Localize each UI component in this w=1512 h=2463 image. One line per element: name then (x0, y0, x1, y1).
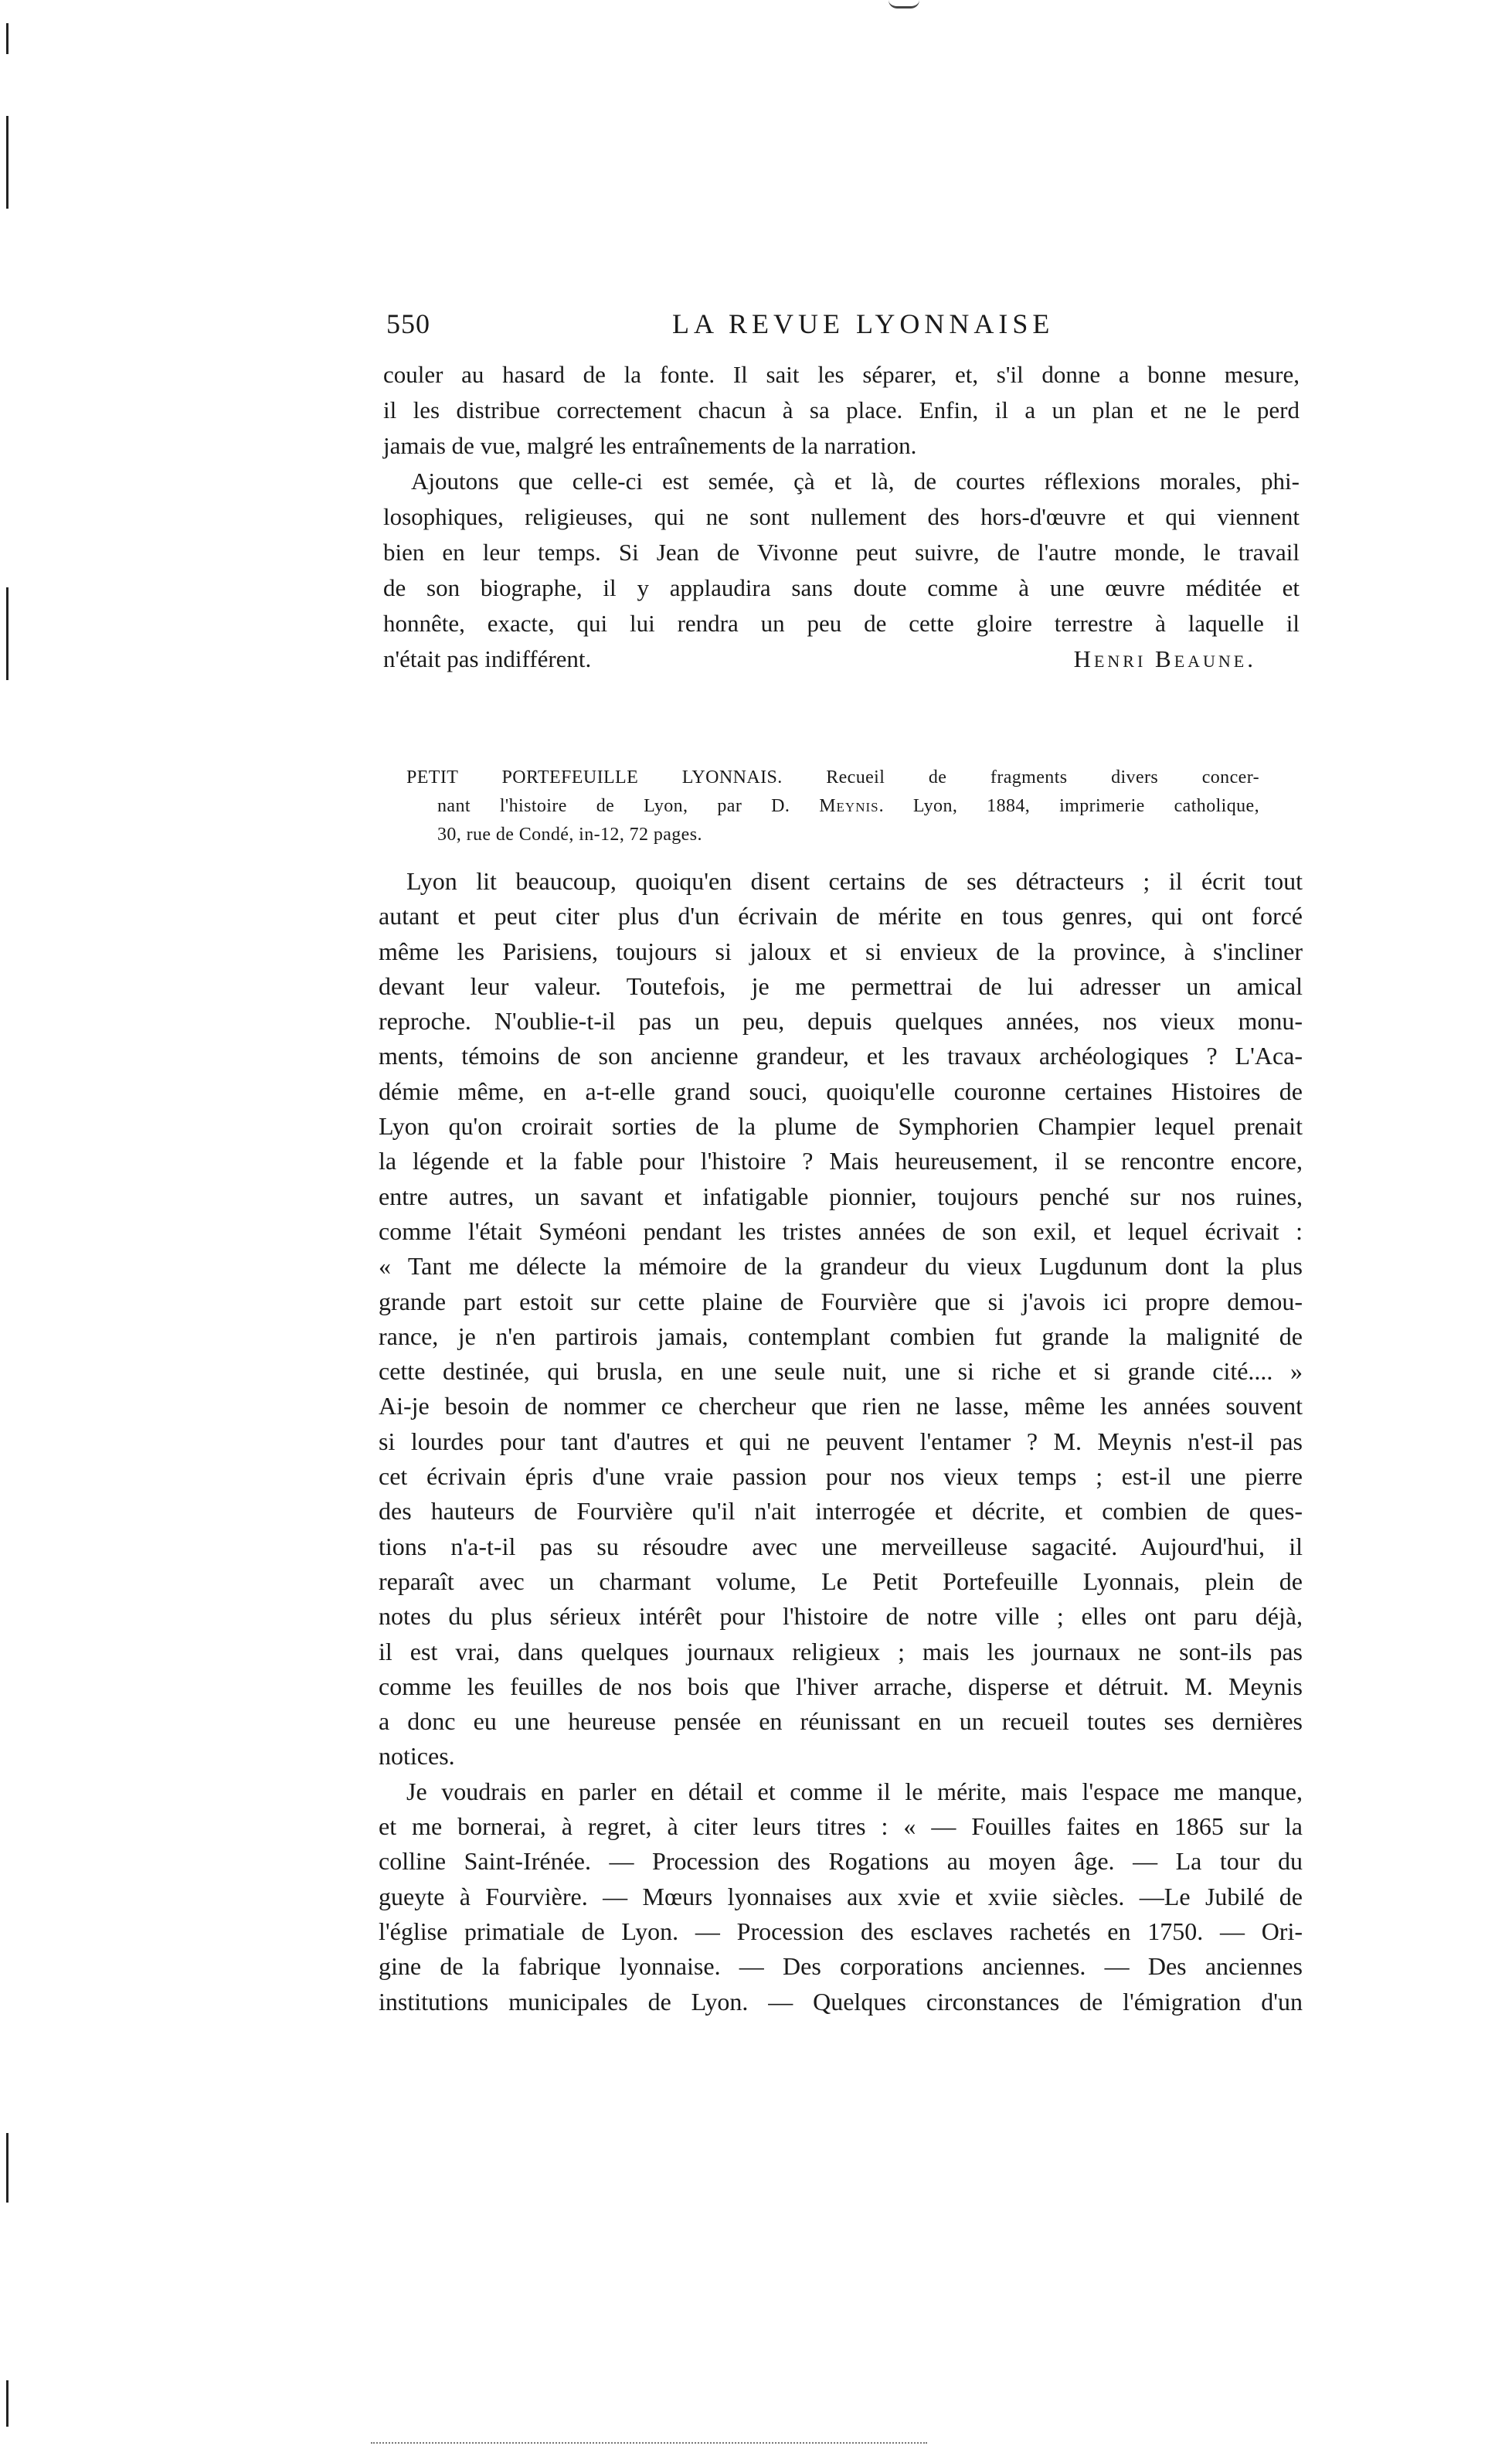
text-line: autant et peut citer plus d'un écrivain de mérite en tous genres, qui ont forcé (379, 902, 1303, 930)
text-line: Lyon lit beaucoup, quoiqu'en disent certains de ses détracteurs ; il écrit tout (406, 867, 1303, 895)
text-line: institutions municipales de Lyon. — Quelques circonstances de l'émigration d'un (379, 1987, 1303, 2016)
text-line: il les distribue correctement chacun à sa place. Enfin, il a un plan et ne le perd (383, 396, 1300, 424)
text-line: Je voudrais en parler en détail et comme il le mérite, mais l'espace me manque, (406, 1777, 1303, 1805)
review-body (379, 864, 1303, 2019)
text-line: honnête, exacte, qui lui rendra un peu de cette gloire terrestre à laquelle il (383, 610, 1300, 637)
scan-edge-mark (6, 2133, 8, 2203)
text-line: des hauteurs de Fourvière qu'il n'ait interrogée et décrite, et combien de ques- (379, 1497, 1303, 1526)
text-line: ments, témoins de son ancienne grandeur, et les travaux archéologiques ? L'Aca- (379, 1042, 1303, 1070)
text-line: notices. (379, 1742, 455, 1771)
text-line: gine de la fabrique lyonnaise. — Des corporations anciennes. — Des anciennes (379, 1952, 1303, 1981)
text-line: cet écrivain épris d'une vraie passion pour nos vieux temps ; est-il une pierre (379, 1462, 1303, 1491)
review-author: Meynis (819, 796, 879, 816)
heading-line (406, 792, 1259, 821)
text-line: losophiques, religieuses, qui ne sont nullement des hors-d'œuvre et qui viennent (383, 503, 1300, 530)
text-line: reproche. N'oublie-t-il pas un peu, depuis quelques années, nos vieux monu- (379, 1007, 1303, 1036)
scan-edge-mark (6, 2380, 8, 2427)
text-line: tions n'a-t-il pas su résoudre avec une merveilleuse sagacité. Aujourd'hui, il (379, 1532, 1303, 1560)
text-line: il est vrai, dans quelques journaux religieux ; mais les journaux ne sont-ils pas (379, 1637, 1303, 1665)
text-line: de son biographe, il y applaudira sans doute comme à une œuvre méditée et (383, 574, 1300, 601)
text-line: et me bornerai, à regret, à citer leurs titres : « — Fouilles faites en 1865 sur la (379, 1812, 1303, 1841)
text-line: grande part estoit sur cette plaine de Fourvière que si j'avois ici propre demou- (379, 1287, 1303, 1315)
heading-line: 30, rue de Condé, in-12, 72 pages. (437, 825, 702, 845)
review-title: PETIT PORTEFEUILLE LYONNAIS. (406, 767, 783, 788)
text-line: Ai-je besoin de nommer ce chercheur que rien ne lasse, même les années souvent (379, 1392, 1303, 1420)
text-line: colline Saint-Irénée. — Procession des Rogations au moyen âge. — La tour du (379, 1847, 1303, 1876)
text-line: Lyon qu'on croirait sorties de la plume de Symphorien Champier lequel prenait (379, 1112, 1303, 1141)
text-line: si lourdes pour tant d'autres et qui ne peuvent l'entamer ? M. Meynis n'est-il pas (379, 1427, 1303, 1455)
scan-artifact-bottom (371, 2442, 927, 2445)
continuation-text (383, 357, 1300, 677)
heading-text: . Lyon, 1884, imprimerie catholique, (878, 796, 1259, 816)
text-line: n'était pas indifférent. (383, 645, 592, 672)
text-line: notes du plus sérieux intérêt pour l'histoire de notre ville ; elles ont paru déjà, (379, 1602, 1303, 1631)
page-number: 550 (386, 308, 430, 339)
text-line: bien en leur temps. Si Jean de Vivonne peut suivre, de l'autre monde, le travail (383, 539, 1300, 566)
heading-line (406, 764, 1259, 792)
text-line: Ajoutons que celle-ci est semée, çà et là, de courtes réflexions morales, phi- (411, 468, 1300, 495)
signature-line (383, 641, 1300, 677)
text-line: rance, je n'en partirois jamais, contemplant combien fut grande la malignité de (379, 1322, 1303, 1350)
text-line: même les Parisiens, toujours si jaloux et si envieux de la province, à s'incliner (379, 937, 1303, 965)
text-line: gueyte à Fourvière. — Mœurs lyonnaises aux xvie et xviie siècles. —Le Jubilé de (379, 1882, 1303, 1910)
author-signature: Henri Beaune. (1073, 645, 1256, 672)
text-line: comme les feuilles de nos bois que l'hiver arrache, disperse et détruit. M. Meynis (379, 1672, 1303, 1700)
page-header (386, 308, 1298, 346)
text-line: « Tant me délecte la mémoire de la grandeur du vieux Lugdunum dont la plus (379, 1252, 1303, 1281)
text-line: a donc eu une heureuse pensée en réunissant en un recueil toutes ses dernières (379, 1707, 1303, 1736)
text-line: démie même, en a-t-elle grand souci, quoiqu'elle couronne certaines Histoires de (379, 1077, 1303, 1105)
text-line: comme l'était Syméoni pendant les tristes années de son exil, et lequel écrivait : (379, 1216, 1303, 1245)
review-heading (406, 764, 1259, 849)
scan-edge-mark (6, 587, 8, 680)
heading-text: nant l'histoire de Lyon, par D. (437, 796, 820, 816)
text-line: l'église primatiale de Lyon. — Procession des esclaves rachetés en 1750. — Ori- (379, 1917, 1303, 1945)
text-line: devant leur valeur. Toutefois, je me permettrai de lui adresser un amical (379, 971, 1303, 1000)
text-line: reparaît avec un charmant volume, Le Petit Portefeuille Lyonnais, plein de (379, 1567, 1303, 1595)
scan-artifact-top (889, 0, 919, 9)
text-line: la légende et la fable pour l'histoire ? Mais heureusement, il se rencontre encore, (379, 1147, 1303, 1175)
running-head: LA REVUE LYONNAISE (672, 308, 1055, 339)
scan-edge-mark (6, 23, 8, 54)
text-line: jamais de vue, malgré les entraînements de la narration. (383, 432, 917, 459)
scan-edge-mark (6, 116, 8, 209)
heading-text: Recueil de fragments divers concer- (826, 767, 1259, 788)
text-line: couler au hasard de la fonte. Il sait les séparer, et, s'il donne a bonne mesure, (383, 361, 1300, 388)
text-line: entre autres, un savant et infatigable pionnier, toujours penché sur nos ruines, (379, 1182, 1303, 1210)
text-line: cette destinée, qui brusla, en une seule nuit, une si riche et si grande cité.... » (379, 1357, 1303, 1386)
